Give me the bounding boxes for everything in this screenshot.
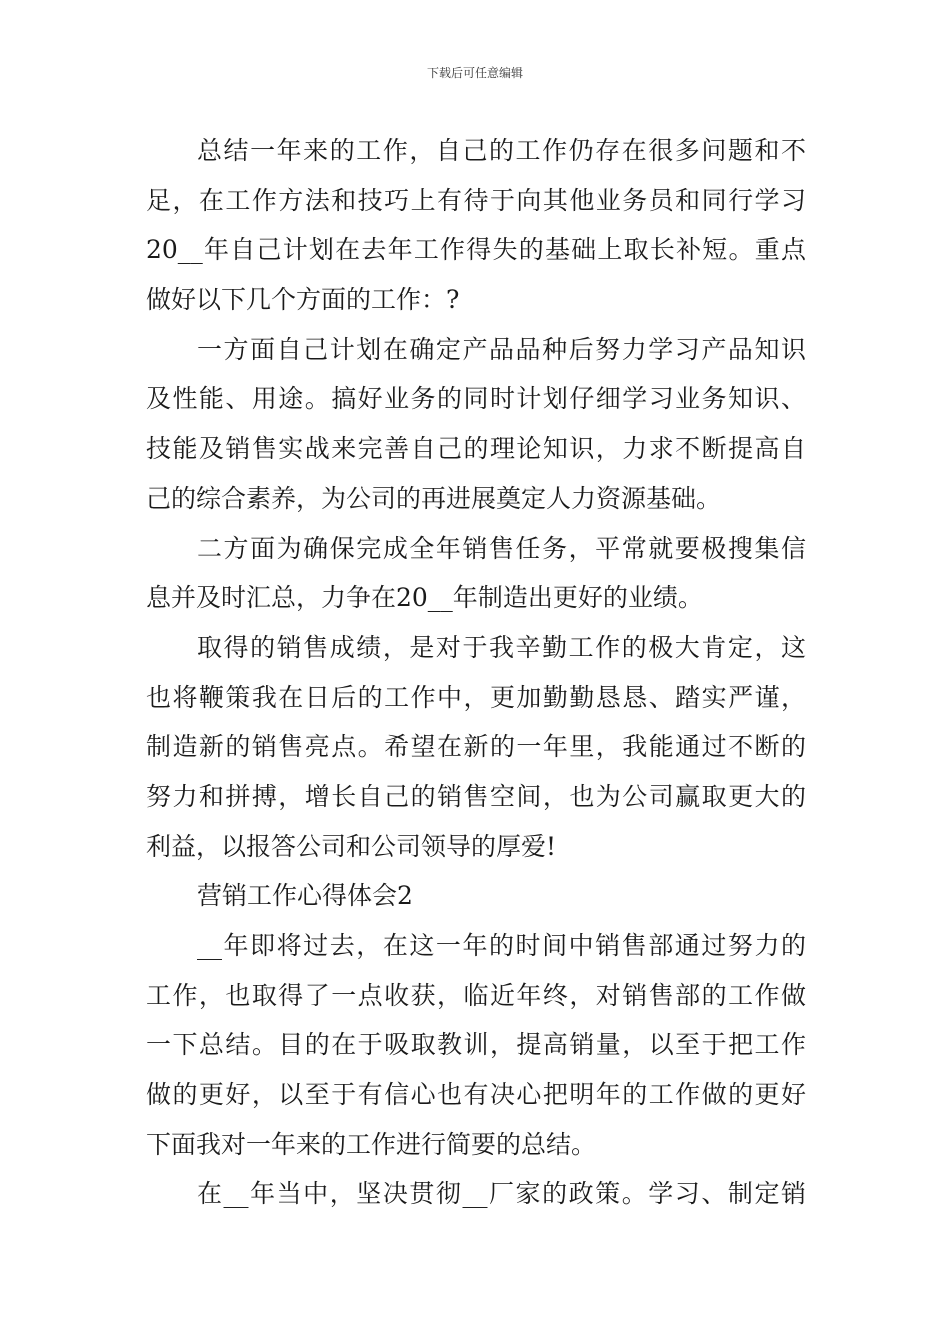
text-line: 利益，以报答公司和公司领导的厚爱! <box>146 831 557 861</box>
text-line: 一下总结。目的在于吸取教训，提高销量，以至于把工作 <box>146 1030 806 1060</box>
document-body <box>146 126 806 1219</box>
text-line: 制造新的销售亮点。希望在新的一年里，我能通过不断的 <box>146 732 806 762</box>
text-line: 一方面自己计划在确定产品品种后努力学习产品知识 <box>197 334 806 364</box>
text-line: 做的更好，以至于有信心也有决心把明年的工作做的更好 <box>146 1080 806 1110</box>
text-line: 足，在工作方法和技巧上有待于向其他业务员和同行学习 <box>146 185 806 215</box>
text-line: 努力和拼搏，增长自己的销售空间，也为公司赢取更大的 <box>146 781 806 811</box>
text-line: 己的综合素养，为公司的再进展奠定人力资源基础。 <box>146 483 722 513</box>
text-line: 工作，也取得了一点收获，临近年终，对销售部的工作做 <box>146 980 806 1010</box>
text-line: __年即将过去，在这一年的时间中销售部通过努力的 <box>197 931 806 960</box>
page-header: 下载后可任意编辑 <box>426 66 523 80</box>
text-line: 20__年自己计划在去年工作得失的基础上取长补短。重点 <box>146 235 806 265</box>
text-line: 技能及销售实战来完善自己的理论知识，力求不断提高自 <box>146 434 806 464</box>
text-line: 及性能、用途。搞好业务的同时计划仔细学习业务知识、 <box>146 384 806 414</box>
text-line: 下面我对一年来的工作进行简要的总结。 <box>146 1129 597 1159</box>
text-line: 营销工作心得体会2 <box>197 881 413 911</box>
text-line: 在__年当中，坚决贯彻__厂家的政策。学习、制定销 <box>197 1179 806 1209</box>
text-line: 总结一年来的工作，自己的工作仍存在很多问题和不 <box>197 136 806 165</box>
text-line: 做好以下几个方面的工作：? <box>146 285 460 315</box>
text-line: 息并及时汇总，力争在20__年制造出更好的业绩。 <box>146 583 703 613</box>
text-line: 也将鞭策我在日后的工作中，更加勤勤恳恳、踏实严谨， <box>146 682 806 712</box>
text-line: 二方面为确保完成全年销售任务，平常就要极搜集信 <box>197 533 806 563</box>
text-line: 取得的销售成绩，是对于我辛勤工作的极大肯定，这 <box>197 632 806 662</box>
